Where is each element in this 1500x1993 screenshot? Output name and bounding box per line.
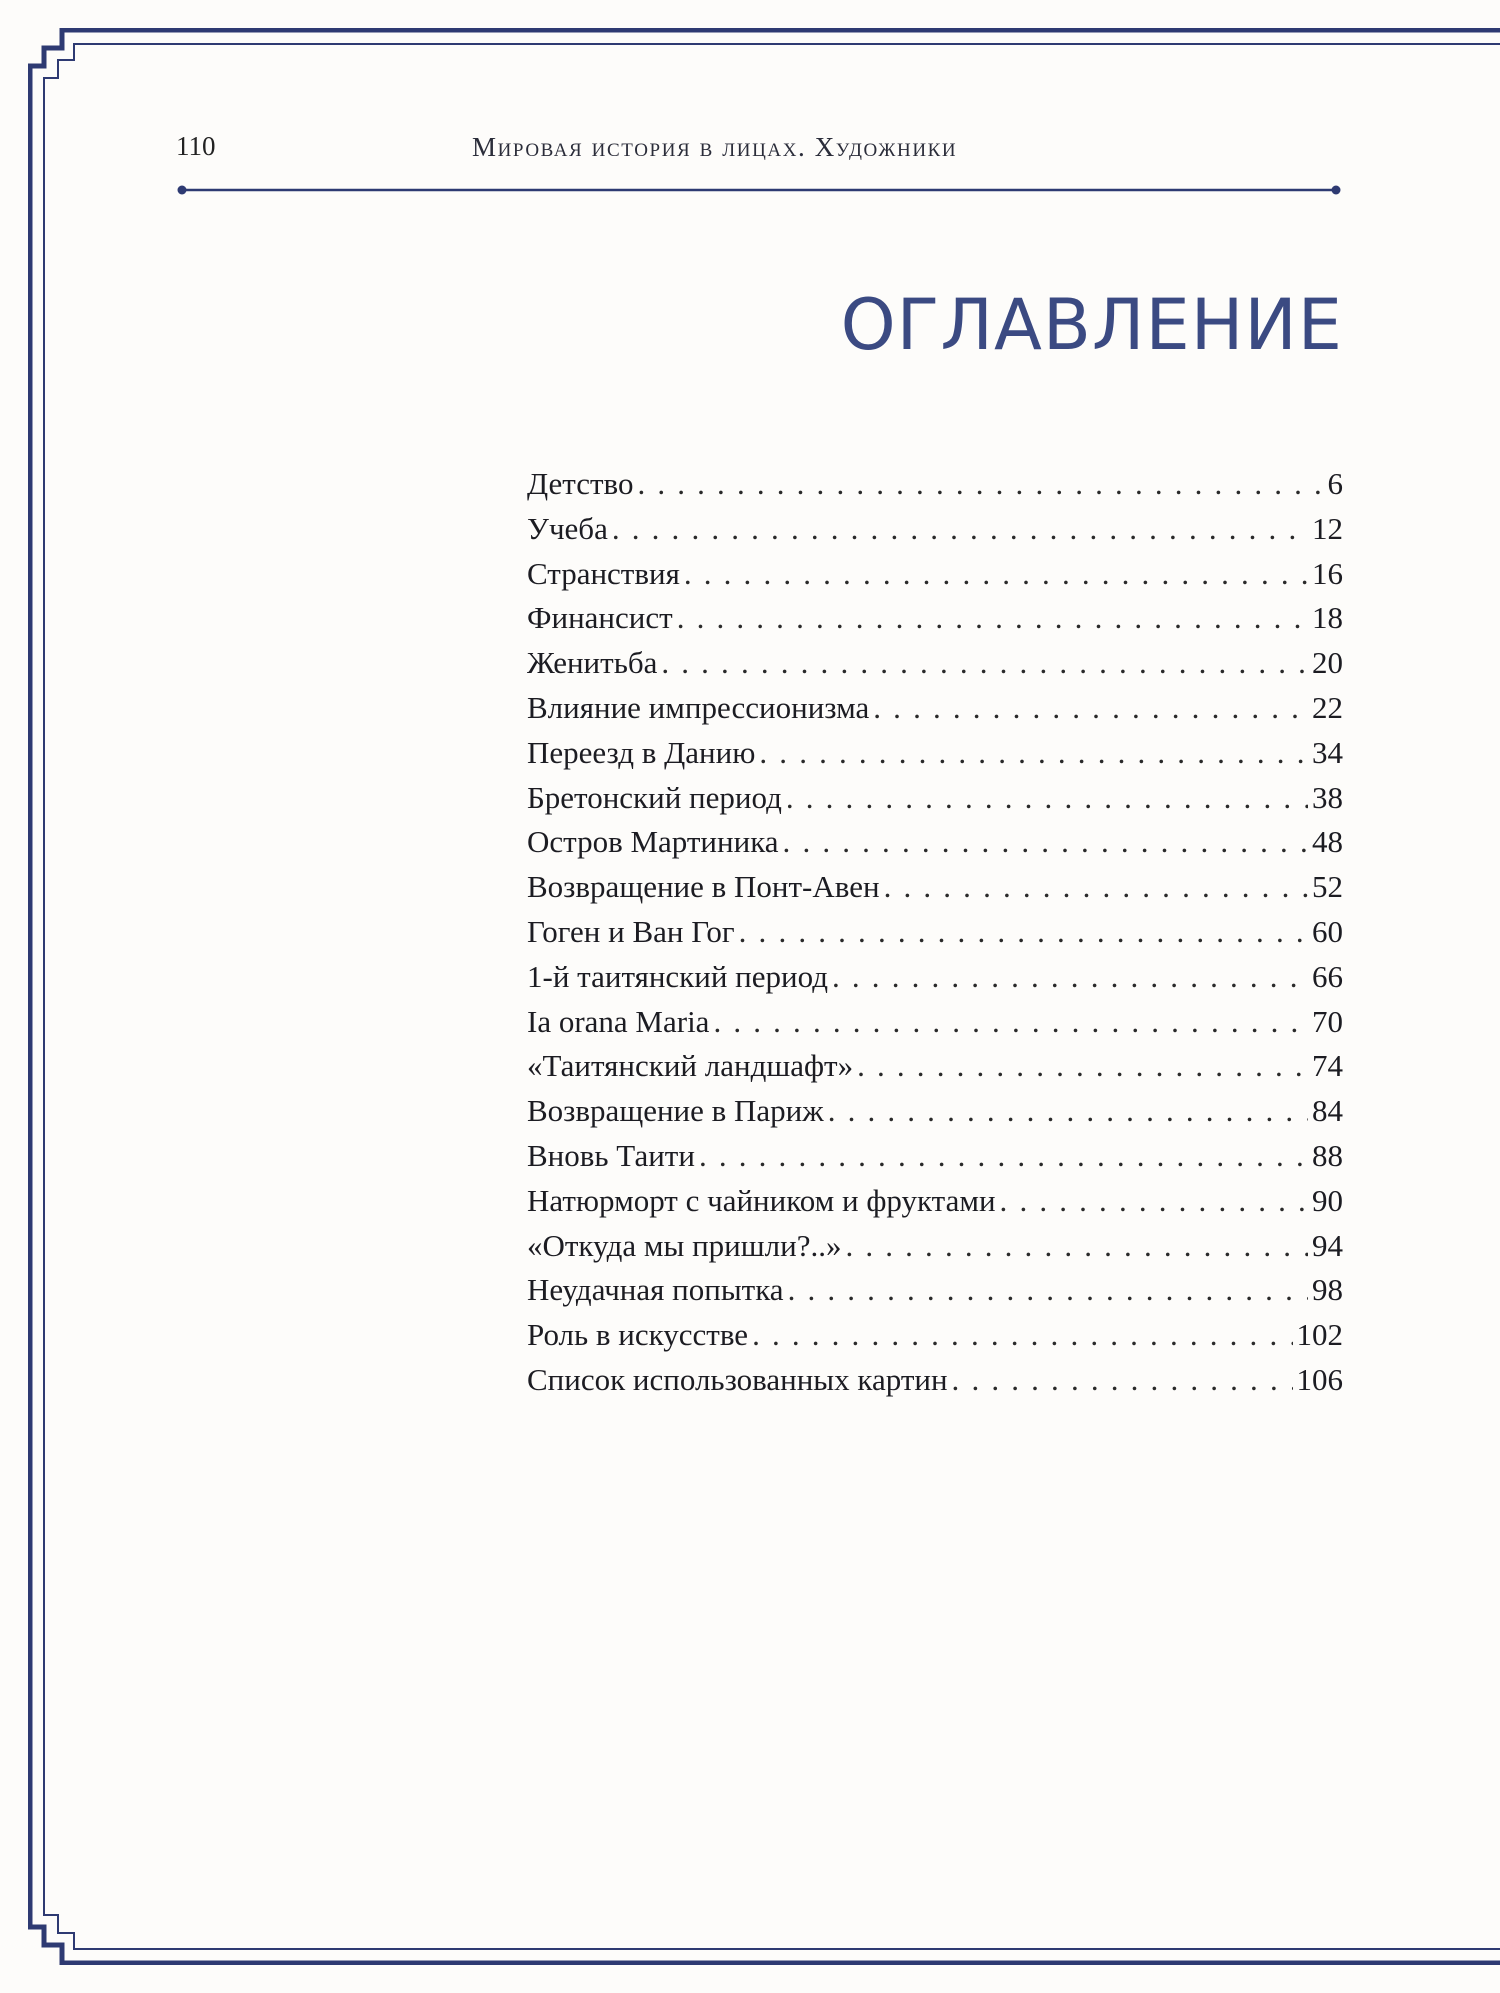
toc-page: 20 <box>1312 645 1343 681</box>
toc-item[interactable] <box>527 552 1343 597</box>
toc-item[interactable] <box>527 641 1343 686</box>
toc-title: Бретонский период <box>527 779 782 815</box>
toc-leader <box>952 1358 1293 1403</box>
toc-item[interactable] <box>527 1089 1343 1134</box>
toc-leader <box>739 910 1308 955</box>
toc-page: 106 <box>1296 1361 1343 1397</box>
toc-title: Ia orana Maria <box>527 1003 710 1039</box>
toc-title: Натюрморт с чайником и фруктами <box>527 1182 996 1218</box>
toc-item[interactable] <box>527 462 1343 507</box>
toc-title: Вновь Таити <box>527 1137 695 1173</box>
toc-title: Странствия <box>527 555 680 591</box>
toc-page: 52 <box>1312 869 1343 905</box>
toc-leader <box>845 1224 1308 1269</box>
toc-item[interactable] <box>527 1000 1343 1045</box>
toc-page: 94 <box>1312 1227 1343 1263</box>
toc-title: «Таитянский ландшафт» <box>527 1048 854 1084</box>
toc-page: 48 <box>1312 824 1343 860</box>
toc-item[interactable] <box>527 1268 1343 1313</box>
toc-leader <box>661 641 1308 686</box>
running-header <box>176 131 1342 171</box>
toc-page: 22 <box>1312 689 1343 725</box>
toc-leader <box>832 955 1308 1000</box>
toc-item[interactable] <box>527 596 1343 641</box>
toc-item[interactable] <box>527 776 1343 821</box>
toc-page: 16 <box>1312 555 1343 591</box>
toc-item[interactable] <box>527 1358 1343 1403</box>
toc-item[interactable] <box>527 865 1343 910</box>
toc-leader <box>1000 1179 1308 1224</box>
toc-item[interactable] <box>527 507 1343 552</box>
toc-page: 60 <box>1312 913 1343 949</box>
toc-page: 98 <box>1312 1272 1343 1308</box>
toc-page: 90 <box>1312 1182 1343 1218</box>
toc-leader <box>828 1089 1308 1134</box>
toc-leader <box>699 1134 1308 1179</box>
toc-page: 38 <box>1312 779 1343 815</box>
toc-title: Переезд в Данию <box>527 734 756 770</box>
toc-title: Роль в искусстве <box>527 1317 749 1353</box>
toc-item[interactable] <box>527 1044 1343 1089</box>
toc-title: Возвращение в Понт-Авен <box>527 869 880 905</box>
toc-leader <box>677 596 1308 641</box>
toc-item[interactable] <box>527 1134 1343 1179</box>
toc-page: 18 <box>1312 600 1343 636</box>
toc-title: Неудачная попытка <box>527 1272 784 1308</box>
toc-item[interactable] <box>527 910 1343 955</box>
toc-item[interactable] <box>527 1179 1343 1224</box>
toc-leader <box>637 462 1323 507</box>
toc-leader <box>873 686 1308 731</box>
toc-list <box>527 462 1343 1403</box>
toc-leader <box>759 731 1308 776</box>
toc-title: Гоген и Ван Гог <box>527 913 735 949</box>
toc-page: 102 <box>1296 1317 1343 1353</box>
toc-page: 34 <box>1312 734 1343 770</box>
toc-leader <box>786 776 1308 821</box>
toc-leader <box>783 820 1308 865</box>
toc-title: «Откуда мы пришли?..» <box>527 1227 842 1263</box>
toc-item[interactable] <box>527 820 1343 865</box>
toc-page: 66 <box>1312 958 1343 994</box>
toc-item[interactable] <box>527 686 1343 731</box>
toc-heading: ОГЛАВЛЕНИЕ <box>840 284 1343 366</box>
toc-item[interactable] <box>527 731 1343 776</box>
toc-page: 84 <box>1312 1093 1343 1129</box>
toc-item[interactable] <box>527 1313 1343 1358</box>
toc-page: 12 <box>1312 510 1343 546</box>
page-number: 110 <box>176 131 216 161</box>
toc-page: 70 <box>1312 1003 1343 1039</box>
toc-item[interactable] <box>527 955 1343 1000</box>
toc-leader <box>857 1044 1308 1089</box>
toc-title: Учеба <box>527 510 608 546</box>
toc-leader <box>788 1268 1308 1313</box>
toc-title: Влияние импрессионизма <box>527 689 870 725</box>
toc-page: 74 <box>1312 1048 1343 1084</box>
toc-page: 88 <box>1312 1137 1343 1173</box>
toc-title: Остров Мартиника <box>527 824 779 860</box>
toc-leader <box>884 865 1308 910</box>
toc-title: Женитьба <box>527 645 658 681</box>
toc-title: 1-й таитянский период <box>527 958 828 994</box>
toc-leader <box>752 1313 1292 1358</box>
toc-leader <box>612 507 1308 552</box>
toc-item[interactable] <box>527 1224 1343 1269</box>
toc-title: Список использованных картин <box>527 1361 948 1397</box>
toc-leader <box>713 1000 1308 1045</box>
running-title: Мировая история в лицах. Художники <box>472 132 958 162</box>
toc-title: Возвращение в Париж <box>527 1093 824 1129</box>
toc-title: Детство <box>527 466 634 501</box>
toc-leader <box>684 552 1308 597</box>
toc-title: Финансист <box>527 600 673 636</box>
header-rule <box>176 184 1342 196</box>
toc-page: 6 <box>1327 466 1343 501</box>
